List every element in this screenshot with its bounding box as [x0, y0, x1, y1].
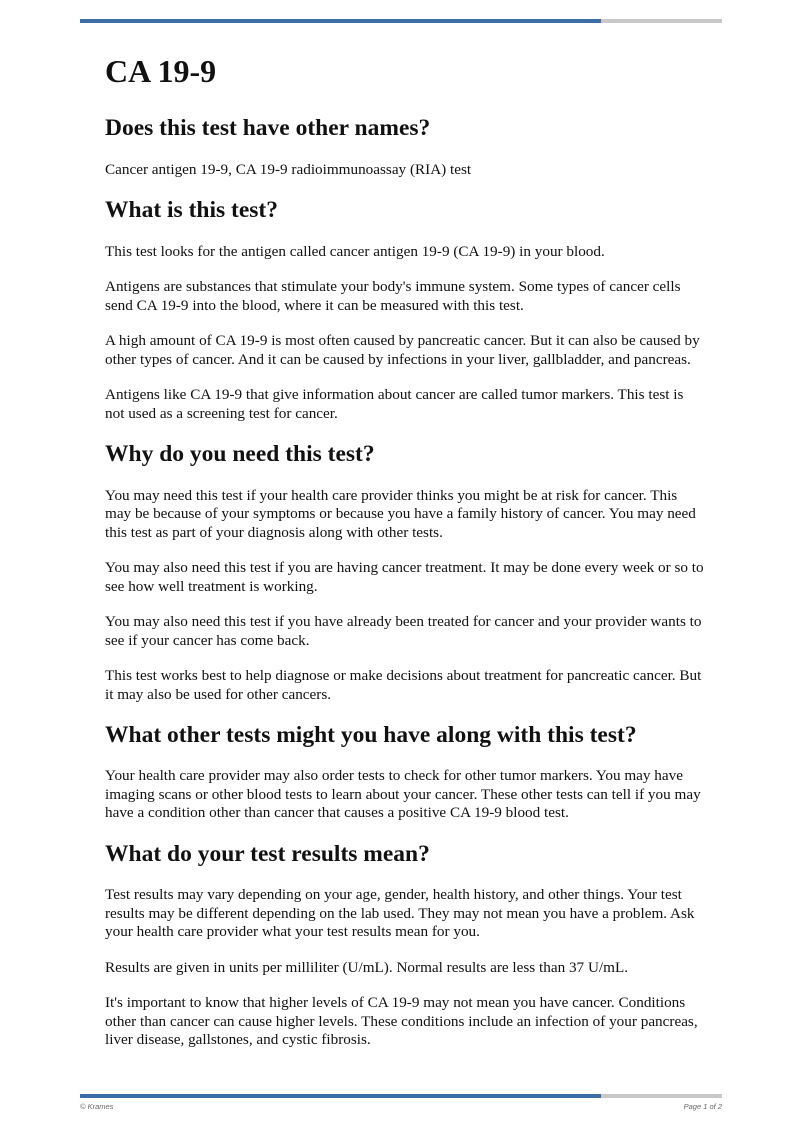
top-rule — [80, 19, 722, 23]
paragraph: Results are given in units per milliliter (U/mL). Normal results are less than 37 U/mL. — [105, 958, 629, 976]
footer-page-number: Page 1 of 2 — [683, 1102, 722, 1111]
section-why-need-test — [105, 440, 705, 704]
section-other-tests — [105, 721, 705, 823]
paragraph: This test works best to help diagnose or make decisions about treatment for pancreatic cancer. But it may also be used for other cancers. — [105, 667, 702, 703]
section-other-names — [105, 114, 705, 179]
section-heading: What is this test? — [105, 197, 278, 224]
bottom-rule — [80, 1094, 722, 1098]
paragraph: A high amount of CA 19-9 is most often caused by pancreatic cancer. But it can also be caused by other types of cancer. And it can be caused by infections in your liver, gallbladder, and pancreas. — [105, 332, 700, 368]
paragraph: Your health care provider may also order tests to check for other tumor markers. You may have imaging scans or other blood tests to learn about your cancer. These other tests can tell if you may have a condition other than cancer that causes a positive CA 19-9 blood test. — [105, 767, 701, 822]
paragraph: This test looks for the antigen called cancer antigen 19-9 (CA 19-9) in your blood. — [105, 242, 605, 260]
section-results-mean — [105, 840, 705, 1050]
paragraph: You may also need this test if you have already been treated for cancer and your provider wants to see if your cancer has come back. — [105, 613, 702, 649]
paragraph: Cancer antigen 19-9, CA 19-9 radioimmunoassay (RIA) test — [105, 160, 472, 178]
section-heading: Does this test have other names? — [105, 115, 431, 142]
section-heading: What do your test results mean? — [105, 840, 430, 867]
top-rule-accent — [80, 19, 601, 23]
section-heading: Why do you need this test? — [105, 441, 375, 468]
section-what-is-test — [105, 196, 705, 423]
document-body — [105, 52, 705, 1067]
paragraph: Antigens like CA 19-9 that give information about cancer are called tumor markers. This test is not used as a screening test for cancer. — [105, 386, 684, 422]
paragraph: You may also need this test if you are having cancer treatment. It may be done every week or so to see how well treatment is working. — [105, 559, 704, 595]
section-heading: What other tests might you have along with this test? — [105, 722, 637, 749]
paragraph: You may need this test if your health care provider thinks you might be at risk for cancer. This may be because of your symptoms or because you have a family history of cancer. You may need this test as part of your diagnosis along with other tests. — [105, 486, 696, 541]
paragraph: Test results may vary depending on your age, gender, health history, and other things. Your test results may be different depending on the lab used. They may not mean you have a problem. Ask your health care provider what your test results mean for you. — [105, 886, 695, 941]
footer-copyright: © Krames — [80, 1102, 114, 1111]
page-title: CA 19-9 — [105, 53, 217, 89]
bottom-rule-accent — [80, 1094, 601, 1098]
paragraph: It's important to know that higher levels of CA 19-9 may not mean you have cancer. Conditions other than cancer can cause higher levels. These conditions include an infection of your pancreas, liver disease, gallstones, and cystic fibrosis. — [105, 994, 698, 1049]
paragraph: Antigens are substances that stimulate your body's immune system. Some types of cancer cells send CA 19-9 into the blood, where it can be measured with this test. — [105, 278, 681, 314]
